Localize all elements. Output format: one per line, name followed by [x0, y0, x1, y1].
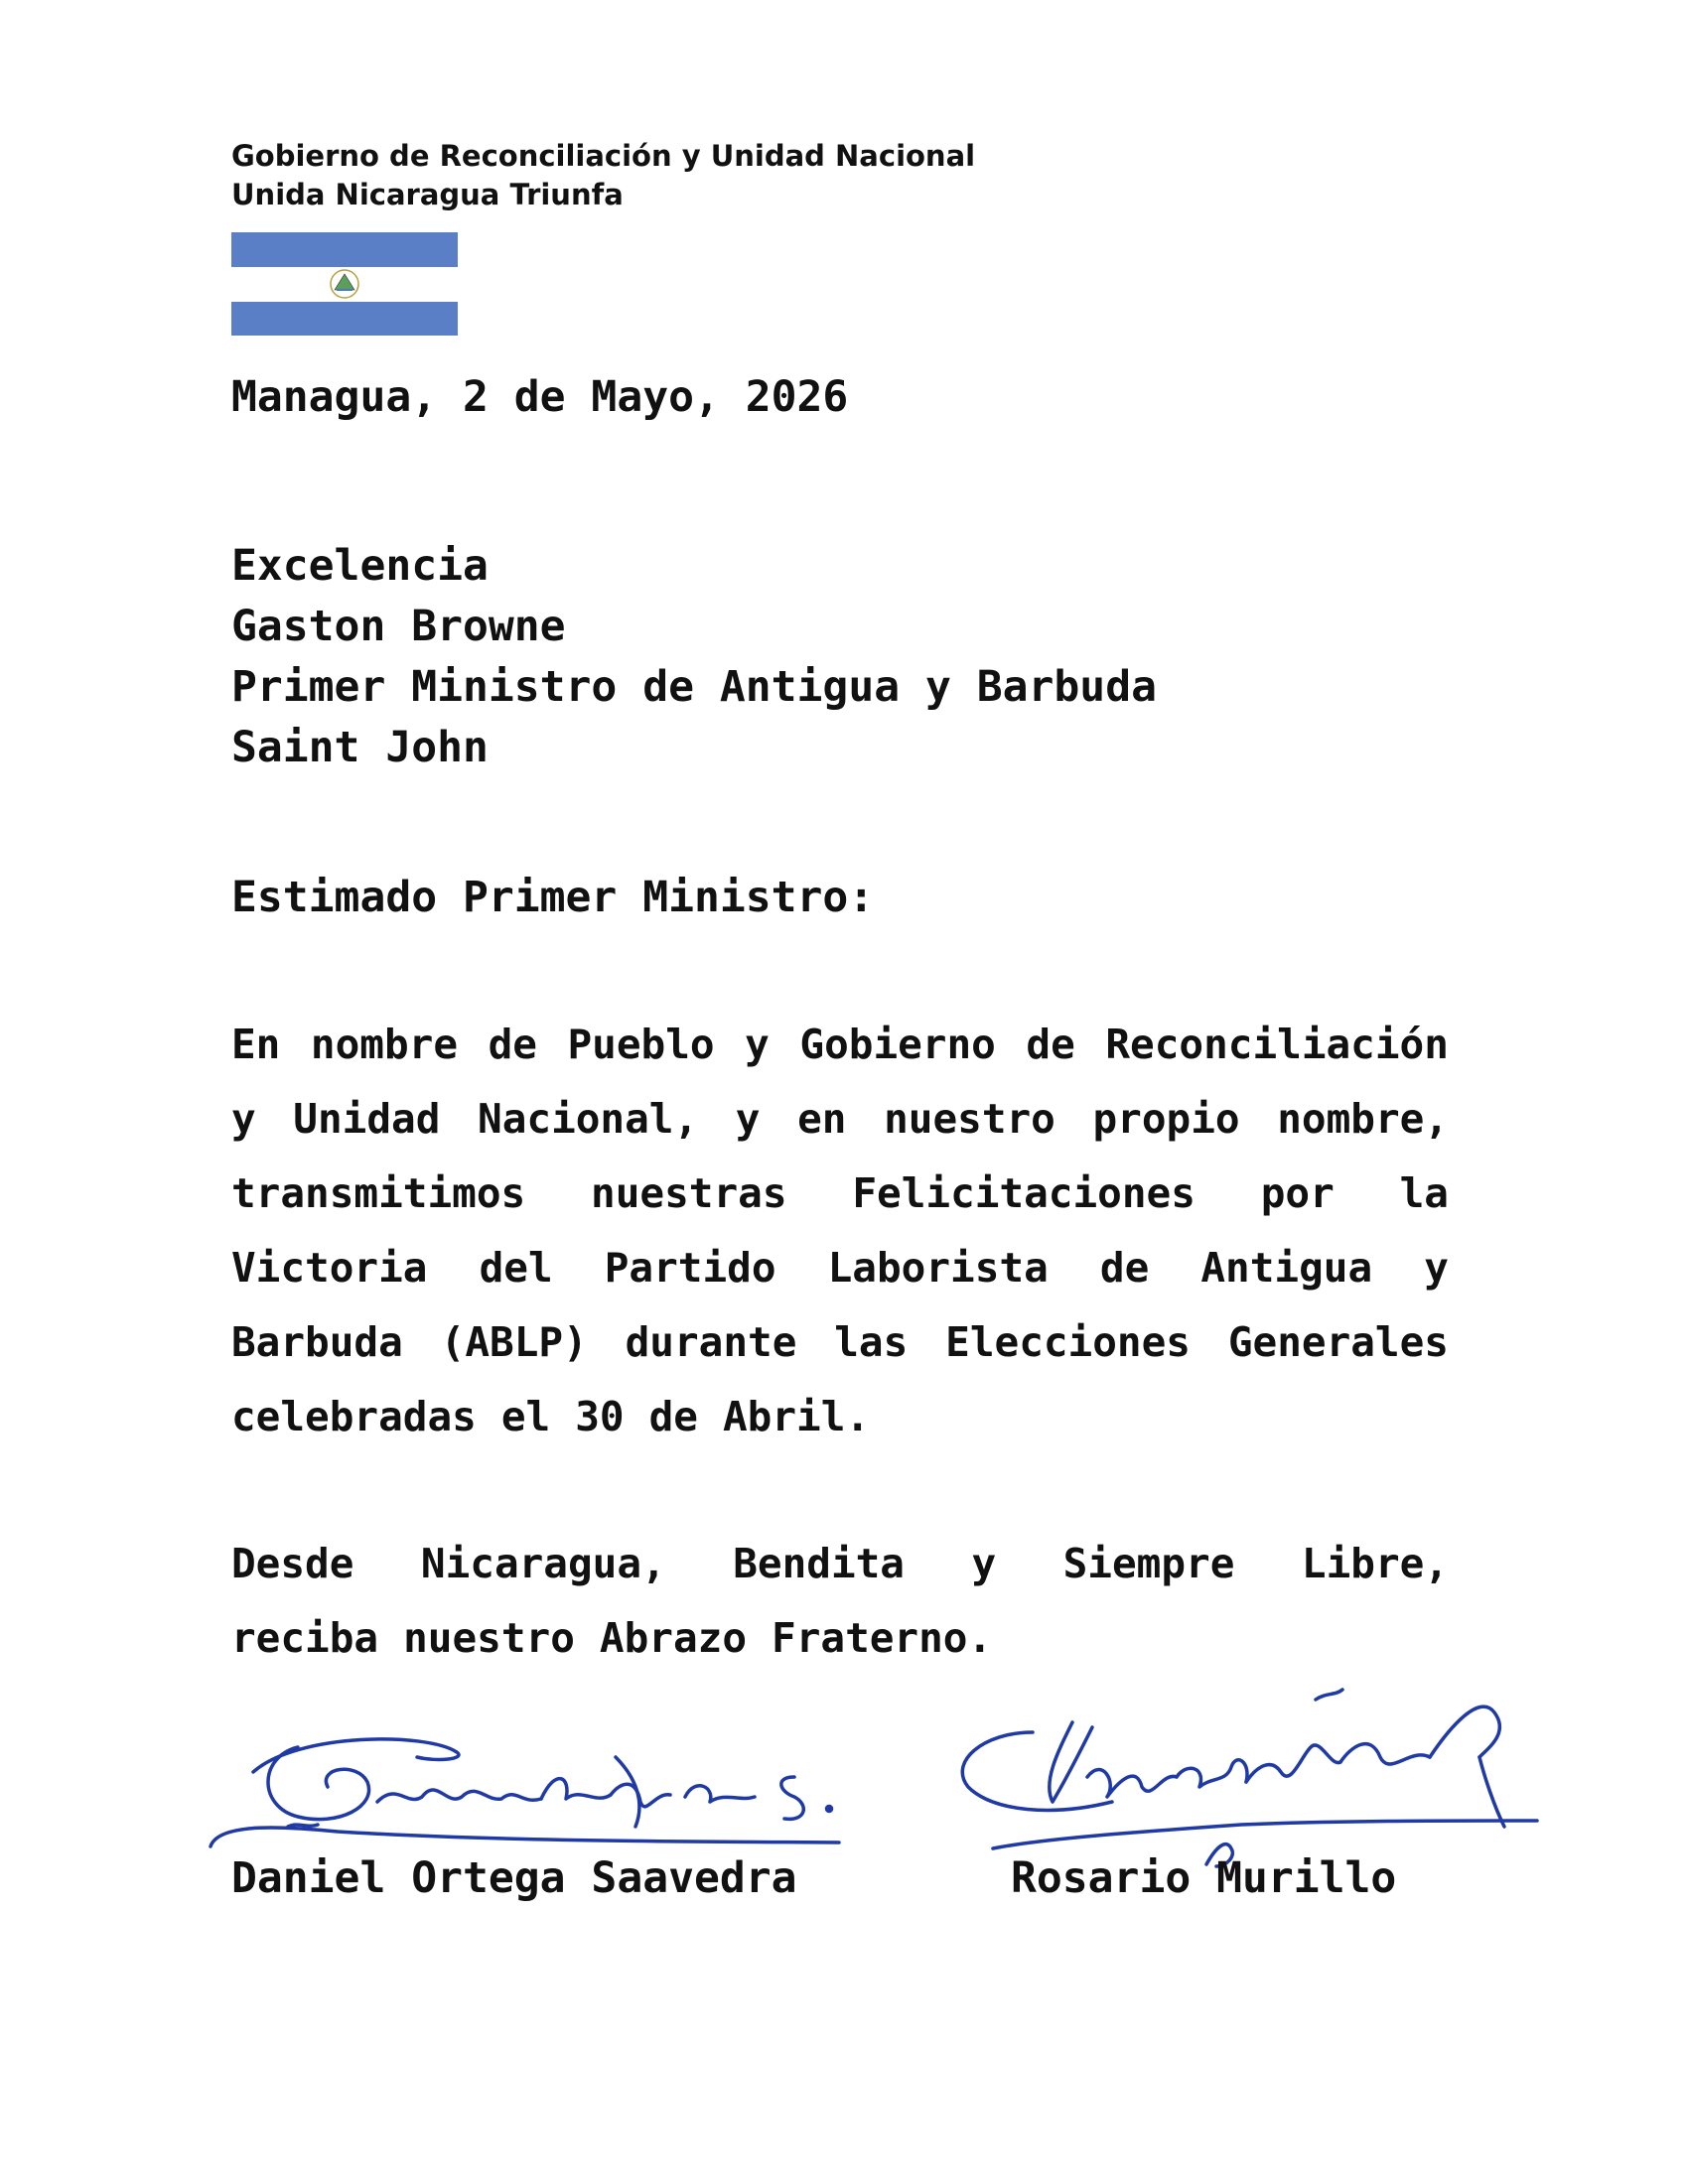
recipient-title: Primer Ministro de Antigua y Barbuda [231, 662, 1157, 712]
body-line: Barbuda (ABLP) durante las Elecciones Generales [231, 1318, 1449, 1366]
nicaragua-flag-icon [231, 232, 458, 336]
recipient-honorific: Excelencia [231, 541, 489, 591]
body-line: Victoria del Partido Laborista de Antigua y [231, 1244, 1449, 1292]
body-line: transmitimos nuestras Felicitaciones por la [231, 1169, 1449, 1217]
signer-name-1: Daniel Ortega Saavedra [231, 1853, 797, 1903]
body-paragraph-1 [231, 1008, 1449, 1454]
body-line: celebradas el 30 de Abril. [231, 1393, 871, 1440]
body-line: En nombre de Pueblo y Gobierno de Reconciliación [231, 1021, 1449, 1068]
body-paragraph-2 [231, 1527, 1449, 1676]
letter-date: Managua, 2 de Mayo, 2026 [231, 372, 849, 422]
signer-name-2: Rosario Murillo [1011, 1853, 1397, 1903]
signature-daniel-ortega [211, 1739, 839, 1846]
body-line: Desde Nicaragua, Bendita y Siempre Libre, [231, 1540, 1449, 1587]
signature-rosario-murillo [962, 1690, 1537, 1866]
salutation: Estimado Primer Ministro: [231, 873, 875, 922]
letterhead-slogan: Unida Nicaragua Triunfa [231, 178, 624, 211]
recipient-city: Saint John [231, 723, 489, 772]
letterhead [231, 137, 975, 214]
body-line: y Unidad Nacional, y en nuestro propio nombre, [231, 1095, 1449, 1143]
letterhead-government-name: Gobierno de Reconciliación y Unidad Nacional [231, 139, 976, 173]
body-line: reciba nuestro Abrazo Fraterno. [231, 1614, 993, 1662]
recipient-name: Gaston Browne [231, 602, 566, 651]
recipient-block [231, 536, 1157, 778]
